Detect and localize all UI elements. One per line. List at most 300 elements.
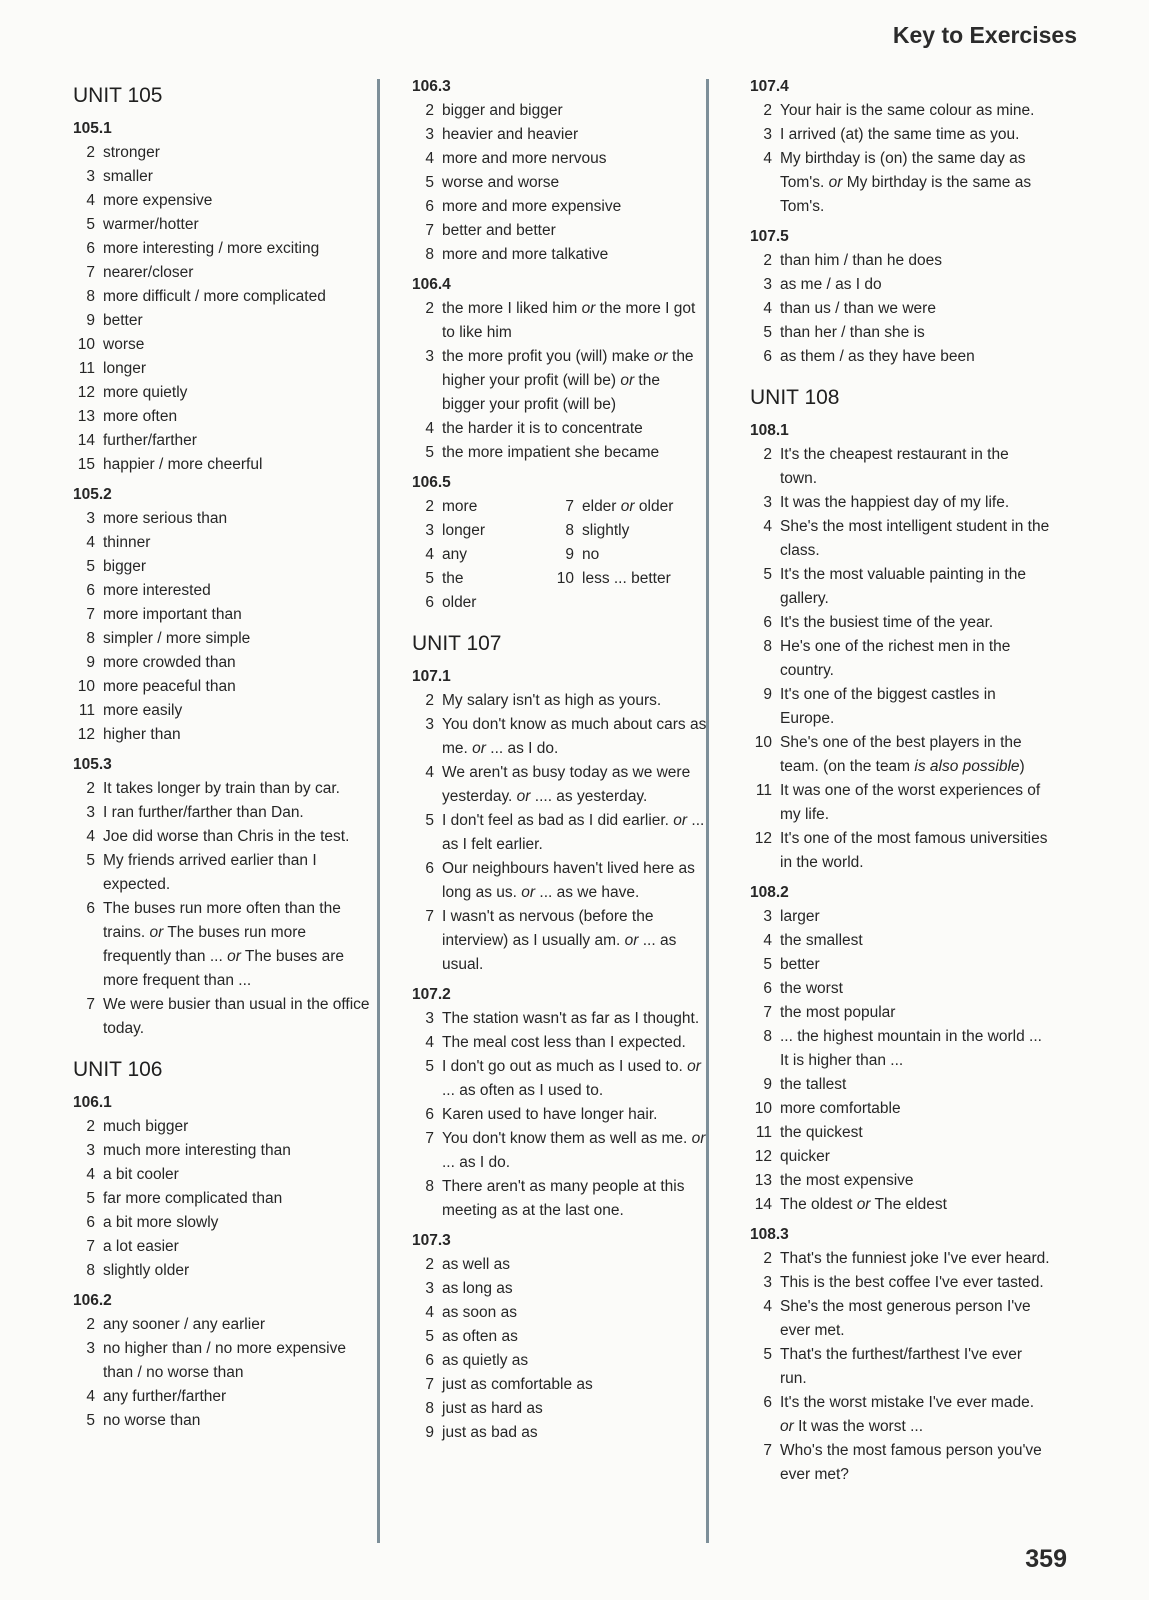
- exercise-section: [750, 225, 1050, 369]
- answer-text: far more complicated than: [103, 1190, 283, 1207]
- answer-text: It takes longer by train than by car.: [103, 780, 340, 797]
- answer-number: 5: [86, 216, 95, 233]
- answer-number: 7: [425, 1130, 434, 1147]
- answer-item: [73, 453, 373, 477]
- answer-number: 10: [77, 336, 95, 353]
- answer-number: 6: [425, 1106, 434, 1123]
- answer-list: [73, 777, 373, 1041]
- answer-item: [73, 1211, 373, 1235]
- section-title: 107.3: [412, 1232, 451, 1249]
- answer-item: [750, 273, 1050, 297]
- answer-number: 9: [763, 1076, 772, 1093]
- answer-text: more easily: [103, 702, 183, 719]
- answer-number: 2: [425, 1256, 434, 1273]
- answer-number: 7: [86, 996, 95, 1013]
- answer-text: more: [442, 498, 478, 515]
- answer-item: [73, 531, 373, 555]
- answer-text: no higher than / no more expensive than / no worse than: [103, 1340, 346, 1381]
- answer-text: the most popular: [780, 1004, 896, 1021]
- answer-number: 6: [763, 348, 772, 365]
- answer-text: It was one of the worst experiences of my life.: [780, 782, 1041, 823]
- answers-left: [412, 495, 552, 615]
- answer-item: [73, 213, 373, 237]
- answer-text: The buses run more often than the trains. or The buses run more frequently than ... or The buses are more frequent than ...: [103, 900, 344, 989]
- answer-list: [73, 1313, 373, 1433]
- answer-number: 2: [86, 144, 95, 161]
- exercise-section-106-5: [412, 471, 707, 615]
- answer-item: [73, 381, 373, 405]
- answer-item: [750, 321, 1050, 345]
- answer-number: 7: [763, 1004, 772, 1021]
- answer-number: 4: [86, 1166, 95, 1183]
- answer-number: 5: [86, 1190, 95, 1207]
- answer-number: 13: [754, 1172, 772, 1189]
- answer-item: [750, 611, 1050, 635]
- answer-number: 8: [86, 288, 95, 305]
- italic-text: or: [620, 498, 635, 515]
- answer-item: [73, 1385, 373, 1409]
- answer-list: [73, 1115, 373, 1283]
- answer-number: 3: [763, 276, 772, 293]
- answer-number: 4: [86, 828, 95, 845]
- unit-105-heading: UNIT 105: [73, 84, 163, 107]
- answer-item: [412, 1031, 707, 1055]
- answer-number: 2: [763, 446, 772, 463]
- answer-item: [73, 405, 373, 429]
- answer-number: 7: [425, 222, 434, 239]
- answer-item: [750, 1271, 1050, 1295]
- answer-number: 2: [86, 1316, 95, 1333]
- answer-number: 15: [77, 456, 95, 473]
- answer-text: slightly: [582, 522, 630, 539]
- answer-text: elder or older: [582, 498, 674, 515]
- answer-number: 11: [78, 360, 95, 377]
- exercise-section: [73, 1091, 373, 1283]
- answer-item: [73, 603, 373, 627]
- answer-item: [750, 1295, 1050, 1343]
- answer-item: [412, 147, 707, 171]
- answer-text: It's one of the most famous universities in the world.: [780, 830, 1048, 871]
- answer-number: 11: [755, 782, 772, 799]
- answer-text: much bigger: [103, 1118, 189, 1135]
- italic-text: or: [521, 884, 536, 901]
- answer-item: [73, 651, 373, 675]
- answer-number: 4: [763, 932, 772, 949]
- answer-text: happier / more cheerful: [103, 456, 263, 473]
- answer-number: 3: [425, 522, 434, 539]
- answer-item: [750, 1097, 1050, 1121]
- section-title: 107.1: [412, 668, 451, 685]
- answer-item: [412, 243, 707, 267]
- answer-text: It was the happiest day of my life.: [780, 494, 1010, 511]
- answer-item: [750, 929, 1050, 953]
- answer-item: [750, 1001, 1050, 1025]
- answer-number: 4: [86, 534, 95, 551]
- answer-item: [73, 1115, 373, 1139]
- page-header-title: Key to Exercises: [892, 22, 1077, 48]
- answer-item: [412, 99, 707, 123]
- answer-item: [412, 857, 707, 905]
- answer-text: the: [442, 570, 464, 587]
- answer-item: [73, 825, 373, 849]
- answer-item: [412, 195, 707, 219]
- answer-text: the most expensive: [780, 1172, 914, 1189]
- answer-number: 7: [425, 1376, 434, 1393]
- answer-number: 9: [763, 686, 772, 703]
- answer-number: 6: [425, 860, 434, 877]
- answer-text: The station wasn't as far as I thought.: [442, 1010, 700, 1027]
- answer-text: any further/farther: [103, 1388, 227, 1405]
- answer-text: heavier and heavier: [442, 126, 579, 143]
- answer-text: My birthday is (on) the same day as Tom's. or My birthday is the same as Tom's.: [780, 150, 1032, 215]
- answer-text: higher than: [103, 726, 181, 743]
- answer-text: more serious than: [103, 510, 228, 527]
- two-column-answers: [412, 495, 707, 615]
- answer-item: [73, 507, 373, 531]
- italic-text: or: [828, 174, 843, 191]
- section-title: 106.1: [73, 1094, 112, 1111]
- answer-number: 5: [763, 324, 772, 341]
- answer-number: 3: [763, 1274, 772, 1291]
- answers-right: [552, 495, 692, 615]
- answer-text: the worst: [780, 980, 843, 997]
- answer-item: [412, 1301, 707, 1325]
- exercise-section: [750, 881, 1050, 1217]
- italic-text: or: [691, 1130, 706, 1147]
- answer-item: [412, 1373, 707, 1397]
- answer-text: I wasn't as nervous (before the interview) as I usually am. or ... as usual.: [442, 908, 677, 973]
- column-1: [73, 75, 373, 1433]
- section-title: 107.2: [412, 986, 451, 1003]
- italic-text: or: [227, 948, 241, 965]
- answer-number: 4: [425, 764, 434, 781]
- answer-text: Who's the most famous person you've ever met?: [780, 1442, 1042, 1483]
- answer-text: the harder it is to concentrate: [442, 420, 643, 437]
- answer-item: [412, 417, 707, 441]
- answer-text: the more impatient she became: [442, 444, 660, 461]
- answer-item: [412, 1103, 707, 1127]
- answer-item: [73, 1313, 373, 1337]
- italic-text: or: [149, 924, 164, 941]
- answer-item: [750, 147, 1050, 219]
- answer-number: 5: [86, 852, 95, 869]
- answer-number: 3: [425, 126, 434, 143]
- answer-text: the smallest: [780, 932, 863, 949]
- answer-item: [73, 699, 373, 723]
- italic-text: or: [856, 1196, 871, 1213]
- answer-text: as well as: [442, 1256, 511, 1273]
- answer-number: 3: [425, 716, 434, 733]
- answer-text: longer: [103, 360, 147, 377]
- answer-number: 7: [763, 1442, 772, 1459]
- answer-number: 12: [754, 830, 772, 847]
- answer-number: 7: [86, 606, 95, 623]
- answer-number: 9: [565, 546, 574, 563]
- answer-number: 7: [86, 264, 95, 281]
- answer-item: [750, 345, 1050, 369]
- answer-item: [750, 683, 1050, 731]
- answer-text: She's the most generous person I've ever met.: [780, 1298, 1031, 1339]
- answer-number: 8: [763, 638, 772, 655]
- answer-item: [552, 543, 692, 567]
- answer-text: Joe did worse than Chris in the test.: [103, 828, 350, 845]
- exercise-section: [73, 117, 373, 477]
- italic-text: or: [472, 740, 486, 757]
- answer-item: [412, 1055, 707, 1103]
- answer-number: 5: [763, 956, 772, 973]
- answer-list: [412, 99, 707, 267]
- answer-item: [750, 827, 1050, 875]
- answer-item: [73, 141, 373, 165]
- answer-number: 10: [556, 570, 574, 587]
- section-title: 106.3: [412, 78, 451, 95]
- answer-text: I ran further/farther than Dan.: [103, 804, 304, 821]
- answer-item: [552, 567, 692, 591]
- italic-text: or: [624, 932, 639, 949]
- answer-text: Our neighbours haven't lived here as long as us. or ... as we have.: [442, 860, 695, 901]
- answer-item: [750, 1169, 1050, 1193]
- answer-number: 6: [763, 980, 772, 997]
- answer-text: more and more nervous: [442, 150, 607, 167]
- answer-text: the quickest: [780, 1124, 863, 1141]
- answer-list: [750, 1247, 1050, 1487]
- answer-item: [412, 219, 707, 243]
- answer-number: 2: [425, 300, 434, 317]
- answer-item: [73, 357, 373, 381]
- section-title: 106.5: [412, 474, 451, 491]
- answer-item: [73, 1409, 373, 1433]
- answer-text: We aren't as busy today as we were yesterday. or .... as yesterday.: [442, 764, 691, 805]
- answer-number: 10: [754, 1100, 772, 1117]
- answer-list: [73, 507, 373, 747]
- answer-item: [412, 567, 552, 591]
- answer-number: 2: [763, 102, 772, 119]
- exercise-section: [412, 665, 707, 977]
- answer-item: [750, 1247, 1050, 1271]
- exercise-section: [750, 419, 1050, 875]
- answer-text: as soon as: [442, 1304, 517, 1321]
- answer-text: Your hair is the same colour as mine.: [780, 102, 1035, 119]
- answer-text: more quietly: [103, 384, 188, 401]
- answer-item: [73, 801, 373, 825]
- answer-text: thinner: [103, 534, 151, 551]
- answer-item: [73, 723, 373, 747]
- answer-number: 8: [86, 1262, 95, 1279]
- answer-number: 2: [425, 102, 434, 119]
- answer-number: 3: [763, 126, 772, 143]
- answer-item: [73, 429, 373, 453]
- answer-item: [412, 123, 707, 147]
- answer-text: more important than: [103, 606, 242, 623]
- section-title: 105.2: [73, 486, 112, 503]
- answer-item: [73, 1139, 373, 1163]
- italic-text: or: [581, 300, 596, 317]
- answer-number: 12: [754, 1148, 772, 1165]
- answer-item: [73, 1337, 373, 1385]
- answer-number: 5: [763, 566, 772, 583]
- answer-text: much more interesting than: [103, 1142, 291, 1159]
- answer-item: [750, 1073, 1050, 1097]
- answer-list: [750, 99, 1050, 219]
- exercise-section: [750, 75, 1050, 219]
- answer-list: [412, 689, 707, 977]
- answer-item: [73, 333, 373, 357]
- answer-number: 4: [425, 546, 434, 563]
- italic-text: or: [653, 348, 668, 365]
- answer-list: [73, 141, 373, 477]
- answer-list: [412, 1007, 707, 1223]
- answer-item: [750, 515, 1050, 563]
- answer-item: [750, 563, 1050, 611]
- answer-item: [750, 1145, 1050, 1169]
- exercise-section: [750, 1223, 1050, 1487]
- answer-text: older: [442, 594, 477, 611]
- answer-text: It's one of the biggest castles in Europe.: [780, 686, 996, 727]
- answer-item: [750, 905, 1050, 929]
- answer-number: 4: [425, 150, 434, 167]
- answer-number: 12: [77, 384, 95, 401]
- answer-number: 12: [77, 726, 95, 743]
- answer-item: [412, 1007, 707, 1031]
- answer-text: She's the most intelligent student in the class.: [780, 518, 1050, 559]
- answer-list: [750, 905, 1050, 1217]
- answer-item: [750, 1025, 1050, 1073]
- answer-text: That's the furthest/farthest I've ever run.: [780, 1346, 1022, 1387]
- answer-text: the more I liked him or the more I got to like him: [442, 300, 696, 341]
- answer-number: 6: [425, 1352, 434, 1369]
- answer-list: [412, 1253, 707, 1445]
- answer-number: 6: [86, 582, 95, 599]
- section-title: 106.2: [73, 1292, 112, 1309]
- answer-item: [750, 1439, 1050, 1487]
- exercise-section: [73, 483, 373, 747]
- answer-item: [750, 1121, 1050, 1145]
- unit-106-heading: UNIT 106: [73, 1058, 163, 1081]
- answer-item: [73, 285, 373, 309]
- exercise-section: [73, 1289, 373, 1433]
- answer-number: 5: [86, 1412, 95, 1429]
- answer-number: 2: [763, 252, 772, 269]
- answer-number: 5: [425, 1058, 434, 1075]
- answer-list: [412, 297, 707, 465]
- answer-number: 6: [425, 198, 434, 215]
- answer-text: more expensive: [103, 192, 213, 209]
- answer-item: [73, 1163, 373, 1187]
- answer-number: 8: [86, 630, 95, 647]
- answer-number: 6: [425, 594, 434, 611]
- answer-number: 4: [86, 1388, 95, 1405]
- section-title: 108.3: [750, 1226, 789, 1243]
- answer-number: 6: [86, 240, 95, 257]
- answer-number: 5: [425, 570, 434, 587]
- answer-text: There aren't as many people at this meeting as at the last one.: [442, 1178, 685, 1219]
- answer-number: 14: [754, 1196, 772, 1213]
- page-number: 359: [1025, 1545, 1067, 1573]
- answer-item: [412, 689, 707, 713]
- answer-number: 2: [425, 692, 434, 709]
- answer-text: You don't know them as well as me. or ... as I do.: [442, 1130, 706, 1171]
- answer-item: [412, 1127, 707, 1175]
- answer-number: 8: [763, 1028, 772, 1045]
- answer-text: more often: [103, 408, 178, 425]
- answer-item: [73, 849, 373, 897]
- answer-number: 3: [86, 804, 95, 821]
- answer-text: as them / as they have been: [780, 348, 975, 365]
- answer-text: slightly older: [103, 1262, 190, 1279]
- answer-number: 3: [86, 168, 95, 185]
- answer-text: warmer/hotter: [103, 216, 199, 233]
- answer-item: [73, 189, 373, 213]
- answer-item: [73, 777, 373, 801]
- answer-text: ... the highest mountain in the world ... It is higher than ...: [780, 1028, 1042, 1069]
- answer-number: 5: [425, 444, 434, 461]
- answer-number: 2: [86, 1118, 95, 1135]
- section-title: 105.3: [73, 756, 112, 773]
- answer-text: That's the funniest joke I've ever heard.: [780, 1250, 1050, 1267]
- answer-number: 3: [763, 908, 772, 925]
- answer-item: [73, 555, 373, 579]
- answer-text: than him / than he does: [780, 252, 943, 269]
- answer-number: 5: [425, 174, 434, 191]
- answer-text: any sooner / any earlier: [103, 1316, 265, 1333]
- answer-number: 13: [77, 408, 95, 425]
- answer-item: [750, 1343, 1050, 1391]
- answer-text: stronger: [103, 144, 160, 161]
- unit-108-heading: UNIT 108: [750, 386, 840, 409]
- answer-item: [552, 495, 692, 519]
- answer-text: better and better: [442, 222, 556, 239]
- answer-number: 5: [86, 558, 95, 575]
- answer-item: [73, 261, 373, 285]
- answer-item: [412, 297, 707, 345]
- answer-text: I don't go out as much as I used to. or ... as often as I used to.: [442, 1058, 701, 1099]
- section-title: 107.4: [750, 78, 789, 95]
- exercise-section: [412, 983, 707, 1223]
- answer-text: more and more talkative: [442, 246, 609, 263]
- answer-text: bigger and bigger: [442, 102, 563, 119]
- answer-text: My friends arrived earlier than I expected.: [103, 852, 317, 893]
- answer-text: The oldest or The eldest: [780, 1196, 947, 1213]
- answer-item: [73, 993, 373, 1041]
- answer-text: quicker: [780, 1148, 830, 1165]
- answer-item: [750, 297, 1050, 321]
- answer-text: as quietly as: [442, 1352, 529, 1369]
- answer-text: He's one of the richest men in the country.: [780, 638, 1011, 679]
- answer-number: 11: [78, 702, 95, 719]
- answer-text: better: [103, 312, 143, 329]
- answer-item: [750, 977, 1050, 1001]
- answer-text: a bit cooler: [103, 1166, 179, 1183]
- answer-item: [412, 761, 707, 809]
- answer-item: [412, 495, 552, 519]
- answer-item: [750, 1391, 1050, 1439]
- italic-text: or: [780, 1418, 794, 1435]
- answer-number: 7: [86, 1238, 95, 1255]
- answer-text: more crowded than: [103, 654, 236, 671]
- answer-item: [552, 519, 692, 543]
- answer-item: [412, 591, 552, 615]
- answer-text: worse: [103, 336, 145, 353]
- answer-item: [73, 1259, 373, 1283]
- answer-number: 3: [425, 1010, 434, 1027]
- answer-item: [73, 165, 373, 189]
- answer-text: It's the worst mistake I've ever made. or It was the worst ...: [780, 1394, 1035, 1435]
- answer-number: 7: [565, 498, 574, 515]
- answer-list: [750, 249, 1050, 369]
- answer-text: This is the best coffee I've ever tasted.: [780, 1274, 1044, 1291]
- answer-number: 3: [425, 1280, 434, 1297]
- answer-text: larger: [780, 908, 820, 925]
